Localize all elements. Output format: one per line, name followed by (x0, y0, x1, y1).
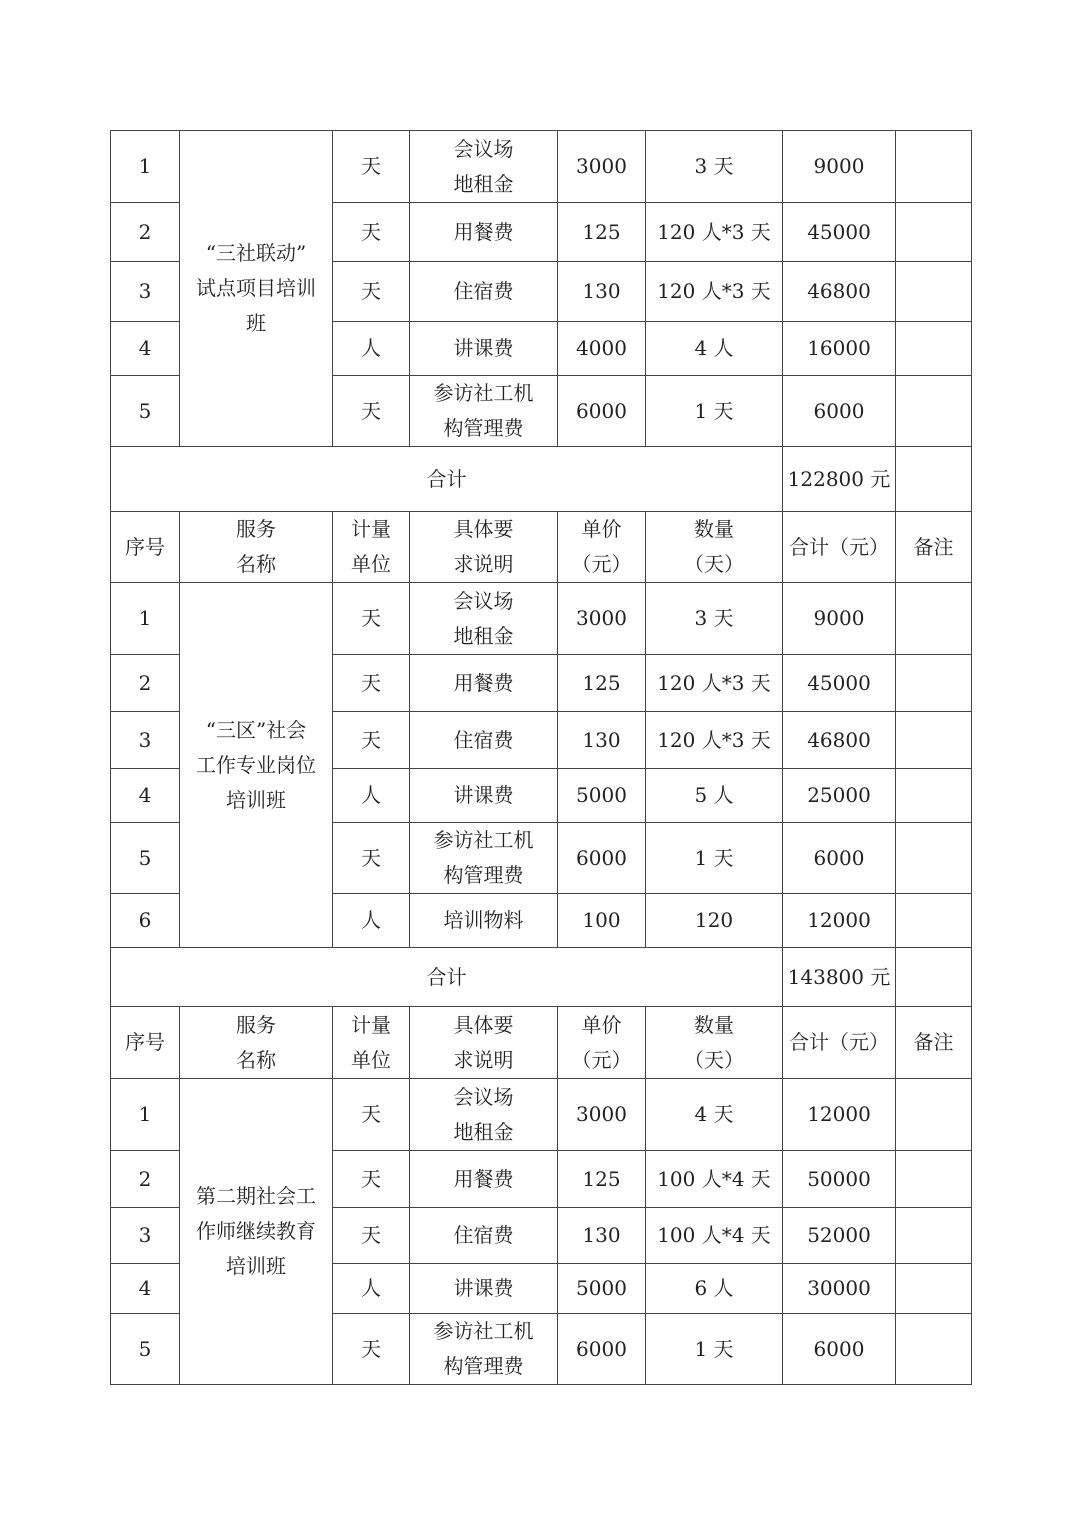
sum-cell: 45000 (783, 203, 896, 262)
unit-cell: 人 (333, 769, 410, 823)
header-total: 合计（元） (783, 512, 896, 583)
seq-cell: 4 (111, 322, 180, 376)
seq-cell: 5 (111, 823, 180, 894)
total-row (111, 447, 972, 512)
sum-cell: 9000 (783, 131, 896, 203)
sum-cell: 16000 (783, 322, 896, 376)
header-quantity: 数量 （天） (646, 1007, 783, 1079)
header-unit-price: 单价 （元） (558, 1007, 646, 1079)
remark-cell (896, 1208, 972, 1264)
remark-cell (896, 203, 972, 262)
sum-cell: 12000 (783, 894, 896, 948)
quantity-cell: 120 人*3 天 (646, 262, 783, 322)
remark-cell (896, 131, 972, 203)
header-requirement: 具体要 求说明 (410, 1007, 558, 1079)
remark-cell (896, 769, 972, 823)
requirement-cell: 住宿费 (410, 262, 558, 322)
unit-cell: 人 (333, 322, 410, 376)
requirement-cell: 住宿费 (410, 1208, 558, 1264)
quantity-cell: 1 天 (646, 376, 783, 447)
unit-cell: 天 (333, 823, 410, 894)
quantity-cell: 6 人 (646, 1264, 783, 1314)
remark-cell (896, 1314, 972, 1385)
seq-cell: 2 (111, 1151, 180, 1208)
unit-cell: 天 (333, 131, 410, 203)
seq-cell: 4 (111, 1264, 180, 1314)
sum-cell: 30000 (783, 1264, 896, 1314)
quantity-cell: 120 人*3 天 (646, 712, 783, 769)
remark-cell (896, 823, 972, 894)
sum-cell: 45000 (783, 655, 896, 712)
quantity-cell: 100 人*4 天 (646, 1151, 783, 1208)
header-requirement: 具体要 求说明 (410, 512, 558, 583)
seq-cell: 1 (111, 131, 180, 203)
quantity-cell: 120 人*3 天 (646, 655, 783, 712)
requirement-cell: 参访社工机 构管理费 (410, 1314, 558, 1385)
table-row (111, 131, 972, 203)
sum-cell: 46800 (783, 712, 896, 769)
quantity-cell: 4 人 (646, 322, 783, 376)
quantity-cell: 1 天 (646, 823, 783, 894)
requirement-cell: 参访社工机 构管理费 (410, 823, 558, 894)
unit-cell: 天 (333, 1208, 410, 1264)
requirement-cell: 住宿费 (410, 712, 558, 769)
header-row (111, 1007, 972, 1079)
total-value: 143800 元 (783, 948, 896, 1007)
header-seq: 序号 (111, 1007, 180, 1079)
unit-cell: 人 (333, 894, 410, 948)
quantity-cell: 100 人*4 天 (646, 1208, 783, 1264)
price-cell: 6000 (558, 1314, 646, 1385)
requirement-cell: 会议场 地租金 (410, 583, 558, 655)
remark-cell (896, 655, 972, 712)
sum-cell: 12000 (783, 1079, 896, 1151)
unit-cell: 人 (333, 1264, 410, 1314)
price-cell: 130 (558, 712, 646, 769)
sum-cell: 6000 (783, 823, 896, 894)
remark-cell (896, 948, 972, 1007)
header-row (111, 512, 972, 583)
price-cell: 3000 (558, 583, 646, 655)
unit-cell: 天 (333, 712, 410, 769)
remark-cell (896, 376, 972, 447)
unit-cell: 天 (333, 203, 410, 262)
service-name-cell: 第二期社会工 作师继续教育 培训班 (180, 1079, 333, 1385)
remark-cell (896, 447, 972, 512)
header-unit: 计量 单位 (333, 512, 410, 583)
remark-cell (896, 1151, 972, 1208)
sum-cell: 25000 (783, 769, 896, 823)
service-name-cell: “三社联动” 试点项目培训 班 (180, 131, 333, 447)
price-cell: 4000 (558, 322, 646, 376)
price-cell: 5000 (558, 1264, 646, 1314)
quantity-cell: 3 天 (646, 131, 783, 203)
requirement-cell: 讲课费 (410, 1264, 558, 1314)
price-cell: 3000 (558, 131, 646, 203)
table-row (111, 1079, 972, 1151)
quantity-cell: 3 天 (646, 583, 783, 655)
unit-cell: 天 (333, 583, 410, 655)
price-cell: 5000 (558, 769, 646, 823)
remark-cell (896, 894, 972, 948)
unit-cell: 天 (333, 376, 410, 447)
seq-cell: 5 (111, 376, 180, 447)
quantity-cell: 1 天 (646, 1314, 783, 1385)
seq-cell: 3 (111, 1208, 180, 1264)
price-cell: 125 (558, 1151, 646, 1208)
remark-cell (896, 712, 972, 769)
header-quantity: 数量 （天） (646, 512, 783, 583)
requirement-cell: 讲课费 (410, 769, 558, 823)
quantity-cell: 4 天 (646, 1079, 783, 1151)
price-cell: 130 (558, 1208, 646, 1264)
unit-cell: 天 (333, 262, 410, 322)
header-remark: 备注 (896, 1007, 972, 1079)
header-total: 合计（元） (783, 1007, 896, 1079)
remark-cell (896, 583, 972, 655)
unit-cell: 天 (333, 1079, 410, 1151)
requirement-cell: 会议场 地租金 (410, 131, 558, 203)
budget-table (110, 130, 972, 1385)
service-name-cell: “三区”社会 工作专业岗位 培训班 (180, 583, 333, 948)
total-label: 合计 (111, 948, 783, 1007)
quantity-cell: 5 人 (646, 769, 783, 823)
price-cell: 125 (558, 203, 646, 262)
seq-cell: 5 (111, 1314, 180, 1385)
requirement-cell: 用餐费 (410, 203, 558, 262)
seq-cell: 6 (111, 894, 180, 948)
price-cell: 3000 (558, 1079, 646, 1151)
sum-cell: 52000 (783, 1208, 896, 1264)
requirement-cell: 会议场 地租金 (410, 1079, 558, 1151)
seq-cell: 3 (111, 262, 180, 322)
price-cell: 6000 (558, 823, 646, 894)
total-label: 合计 (111, 447, 783, 512)
remark-cell (896, 1079, 972, 1151)
table-row (111, 583, 972, 655)
requirement-cell: 培训物料 (410, 894, 558, 948)
unit-cell: 天 (333, 1314, 410, 1385)
header-seq: 序号 (111, 512, 180, 583)
header-unit-price: 单价 （元） (558, 512, 646, 583)
sum-cell: 50000 (783, 1151, 896, 1208)
seq-cell: 2 (111, 655, 180, 712)
seq-cell: 3 (111, 712, 180, 769)
seq-cell: 2 (111, 203, 180, 262)
unit-cell: 天 (333, 1151, 410, 1208)
remark-cell (896, 1264, 972, 1314)
quantity-cell: 120 (646, 894, 783, 948)
sum-cell: 6000 (783, 376, 896, 447)
header-unit: 计量 单位 (333, 1007, 410, 1079)
unit-cell: 天 (333, 655, 410, 712)
price-cell: 6000 (558, 376, 646, 447)
seq-cell: 4 (111, 769, 180, 823)
price-cell: 130 (558, 262, 646, 322)
quantity-cell: 120 人*3 天 (646, 203, 783, 262)
total-value: 122800 元 (783, 447, 896, 512)
requirement-cell: 用餐费 (410, 655, 558, 712)
remark-cell (896, 262, 972, 322)
header-service-name: 服务 名称 (180, 1007, 333, 1079)
header-service-name: 服务 名称 (180, 512, 333, 583)
header-remark: 备注 (896, 512, 972, 583)
requirement-cell: 参访社工机 构管理费 (410, 376, 558, 447)
remark-cell (896, 322, 972, 376)
seq-cell: 1 (111, 1079, 180, 1151)
price-cell: 100 (558, 894, 646, 948)
seq-cell: 1 (111, 583, 180, 655)
sum-cell: 9000 (783, 583, 896, 655)
requirement-cell: 讲课费 (410, 322, 558, 376)
price-cell: 125 (558, 655, 646, 712)
sum-cell: 46800 (783, 262, 896, 322)
sum-cell: 6000 (783, 1314, 896, 1385)
requirement-cell: 用餐费 (410, 1151, 558, 1208)
total-row (111, 948, 972, 1007)
